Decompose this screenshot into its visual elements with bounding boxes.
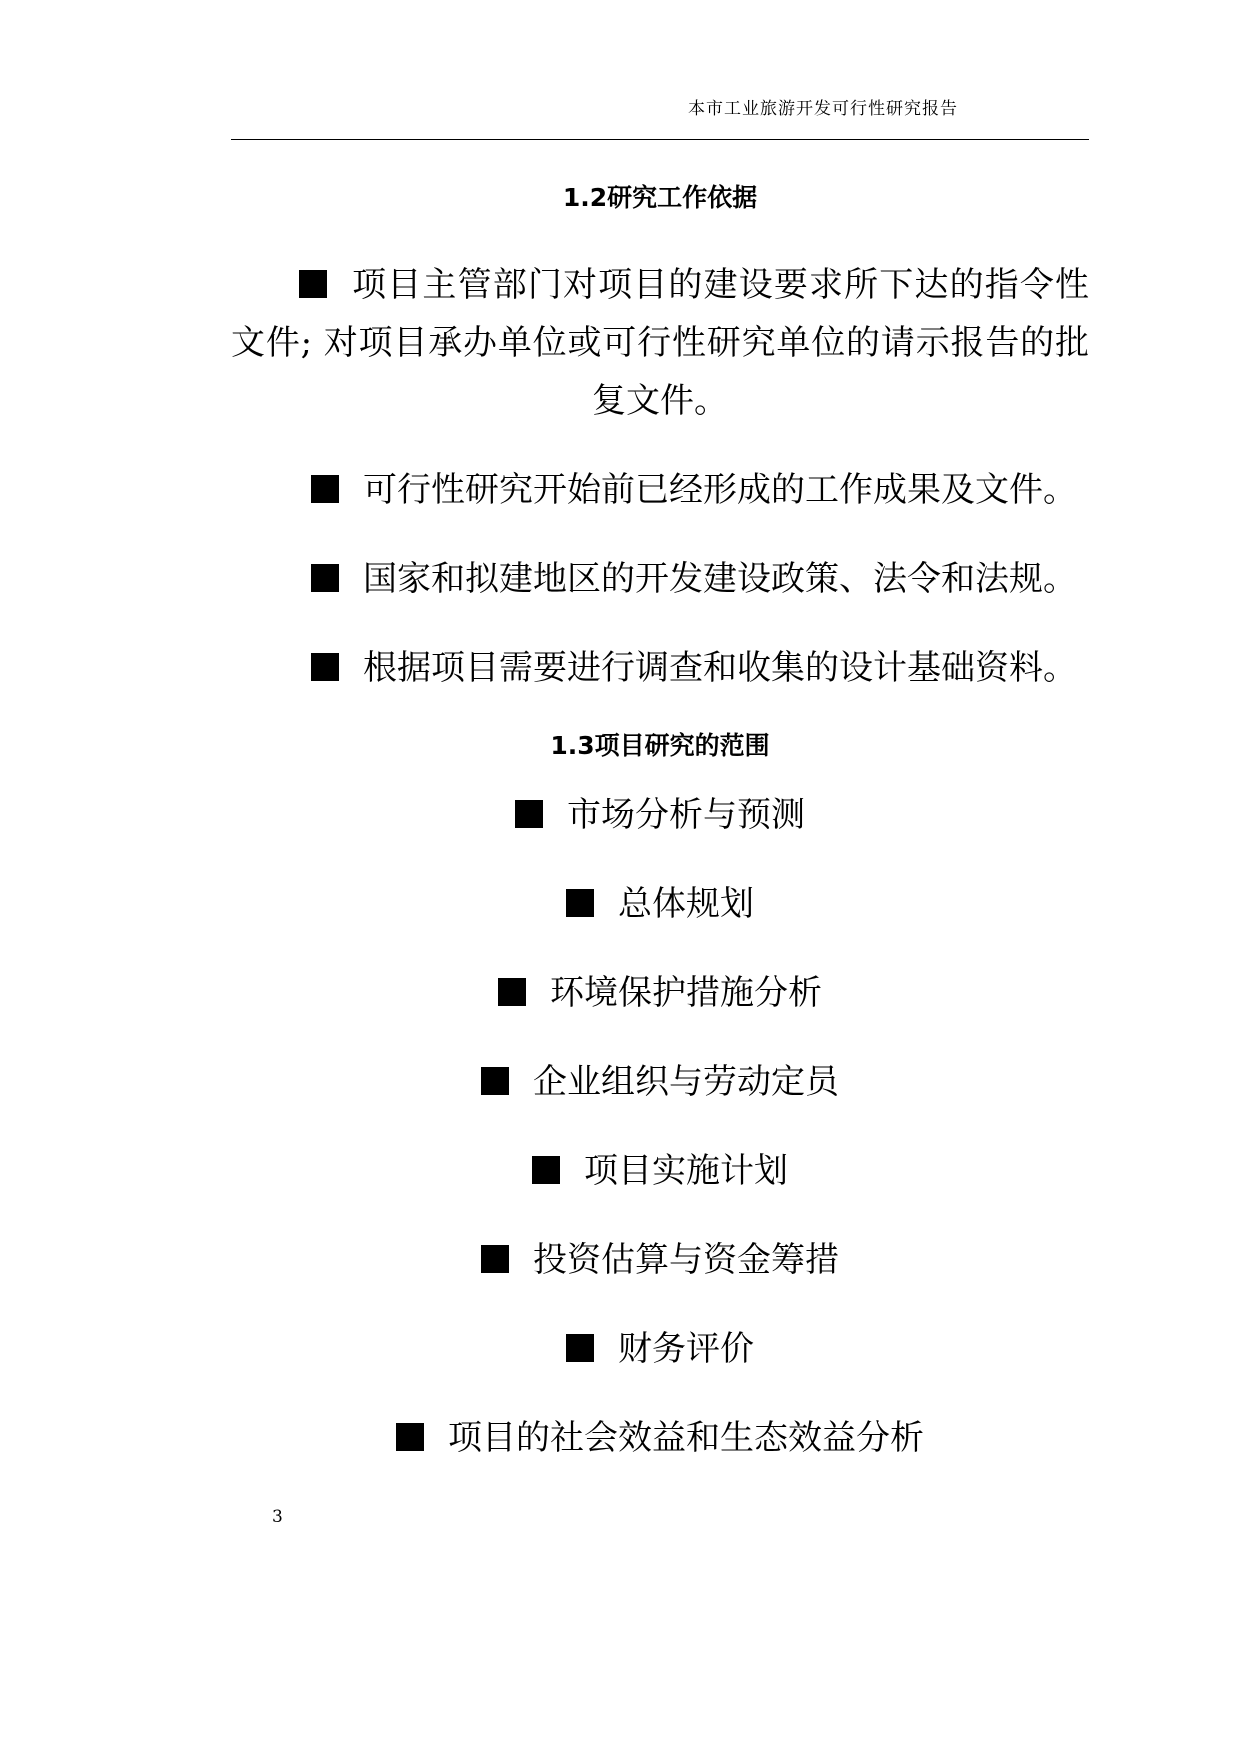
list-item — [231, 461, 1089, 519]
list-item — [231, 964, 1089, 1022]
list-item-text: 总体规划 — [618, 884, 754, 924]
running-header: 本市工业旅游开发可行性研究报告 — [688, 99, 958, 119]
black-square-bullet-icon — [566, 1334, 594, 1362]
list-item — [231, 1409, 1089, 1467]
list-item — [231, 256, 1089, 430]
black-square-bullet-icon — [311, 564, 339, 592]
black-square-bullet-icon — [481, 1067, 509, 1095]
list-item — [231, 875, 1089, 933]
black-square-bullet-icon — [311, 653, 339, 681]
list-item-text: 环境保护措施分析 — [550, 973, 822, 1013]
black-square-bullet-icon — [299, 270, 327, 298]
list-item-text: 项目的社会效益和生态效益分析 — [448, 1418, 924, 1458]
list-item — [231, 1142, 1089, 1200]
black-square-bullet-icon — [532, 1156, 560, 1184]
black-square-bullet-icon — [515, 800, 543, 828]
list-item-text: 企业组织与劳动定员 — [533, 1062, 839, 1102]
black-square-bullet-icon — [566, 889, 594, 917]
list-item — [231, 1320, 1089, 1378]
list-item-text: 市场分析与预测 — [567, 795, 805, 835]
list-item-text: 可行性研究开始前已经形成的工作成果及文件。 — [363, 470, 1077, 510]
list-item-text: 根据项目需要进行调查和收集的设计基础资料。 — [363, 648, 1077, 688]
header-rule — [231, 139, 1089, 140]
research-scope-list — [231, 786, 1089, 1467]
black-square-bullet-icon — [311, 475, 339, 503]
section-heading-research-basis: 1.2研究工作依据 — [562, 183, 758, 212]
page-body — [231, 168, 1089, 1498]
list-item-text: 国家和拟建地区的开发建设政策、法令和法规。 — [363, 559, 1077, 599]
list-item — [231, 1053, 1089, 1111]
list-item — [231, 786, 1089, 844]
list-item-text: 投资估算与资金筹措 — [533, 1240, 839, 1280]
list-item — [231, 550, 1089, 608]
black-square-bullet-icon — [396, 1423, 424, 1451]
list-item-text: 项目主管部门对项目的建设要求所下达的指令性文件; 对项目承办单位或可行性研究单位的请示报告的批复文件。 — [231, 265, 1089, 421]
list-item — [231, 639, 1089, 697]
section-heading-research-scope: 1.3项目研究的范围 — [550, 731, 770, 760]
list-item-text: 项目实施计划 — [584, 1151, 788, 1191]
black-square-bullet-icon — [498, 978, 526, 1006]
research-basis-list — [231, 256, 1089, 697]
page-number: 3 — [272, 1507, 283, 1527]
black-square-bullet-icon — [481, 1245, 509, 1273]
list-item — [231, 1231, 1089, 1289]
list-item-text: 财务评价 — [618, 1329, 754, 1369]
